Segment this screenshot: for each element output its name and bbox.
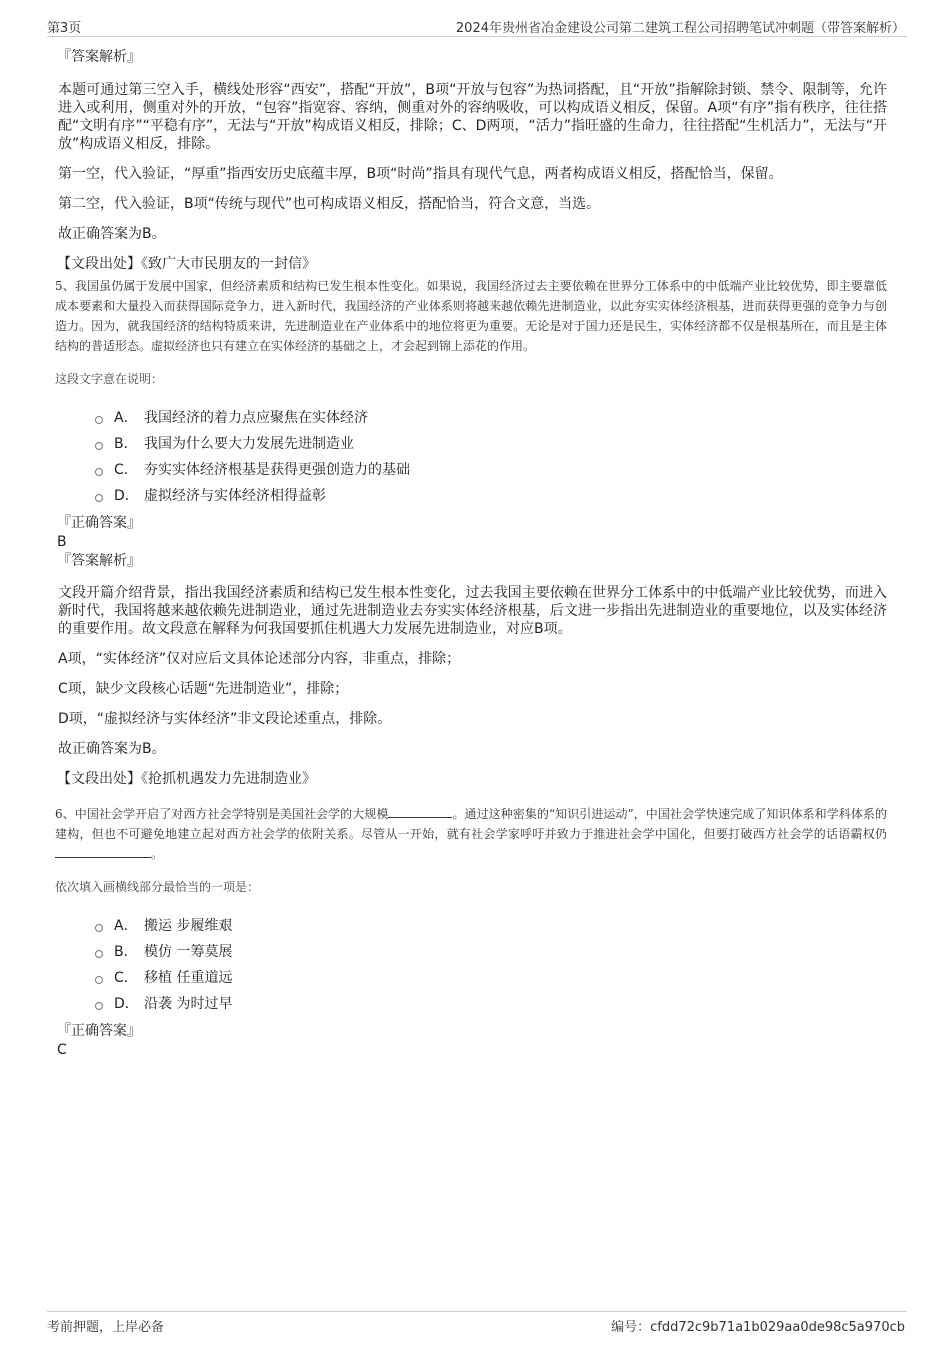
document-id: 编号：cfdd72c9b71a1b029aa0de98c5a970cb [611, 1320, 905, 1335]
page-content [55, 47, 887, 1060]
option-letter: A． [114, 918, 138, 934]
option-text: 我国为什么要大力发展先进制造业 [144, 436, 354, 452]
fill-blank [388, 805, 452, 818]
option-a[interactable] [95, 404, 887, 430]
option-text: 移植 任重道远 [144, 970, 233, 986]
correct-answer-value: B [57, 534, 67, 550]
option-text: 沿袭 为时过早 [144, 996, 233, 1012]
question-6-stem: 依次填入画横线部分最恰当的一项是： [55, 880, 260, 894]
fill-blank [55, 845, 151, 858]
question-6-options [95, 912, 887, 1016]
correct-answer-value: C [57, 1042, 67, 1058]
option-text: 虚拟经济与实体经济相得益彰 [144, 488, 326, 504]
option-a[interactable] [95, 912, 887, 938]
page-footer [47, 1311, 907, 1336]
option-text: 搬运 步履维艰 [144, 918, 233, 934]
page-number: 第3页 [47, 21, 82, 36]
option-letter: C． [114, 970, 138, 986]
option-letter: A． [114, 410, 138, 426]
question-5-text: 5、我国虽仍属于发展中国家，但经济素质和结构已发生根本性变化。如果说，我国经济过去主要依赖在世界分工体系中的中低端产业比较优势，即主要靠低成本要素和大量投入而获得国际竞争力，进入新时代，我国经济的产业体系则将越来越依赖先进制造业，以此夯实实体经济根基，进而获得更强的竞争力与创造力。因为，就我国经济的结构特质来讲，先进制造业在产业体系中的地位将更为重要。无论是对于国力还是民生，实体经济都不仅是根基所在，而且是主体结构的普适形态。虚拟经济也只有建立在实体经济的基础之上，才会起到锦上添花的作用。 [55, 279, 887, 353]
page-header [47, 14, 907, 37]
answer-analysis-label: 『答案解析』 [57, 49, 141, 65]
text-source: 【文段出处】《抢抓机遇发力先进制造业》 [57, 771, 316, 787]
analysis-paragraph: D项，“虚拟经济与实体经济”非文段论述重点，排除。 [58, 711, 392, 727]
option-letter: C． [114, 462, 138, 478]
radio-icon[interactable] [95, 494, 103, 502]
option-c[interactable] [95, 964, 887, 990]
radio-icon[interactable] [95, 924, 103, 932]
document-title: 2024年贵州省冶金建设公司第二建筑工程公司招聘笔试冲刺题（带答案解析） [455, 21, 905, 36]
option-text: 模仿 一筹莫展 [144, 944, 233, 960]
option-letter: D． [114, 996, 139, 1012]
option-d[interactable] [95, 482, 887, 508]
option-text: 夯实实体经济根基是获得更强创造力的基础 [144, 462, 410, 478]
analysis-paragraph: 故正确答案为B。 [58, 226, 166, 242]
radio-icon[interactable] [95, 442, 103, 450]
analysis-paragraph: 第一空，代入验证，“厚重”指西安历史底蕴丰厚，B项“时尚”指具有现代气息，两者构成语义相反，搭配恰当，保留。 [58, 166, 783, 182]
answer-analysis-label: 『答案解析』 [57, 553, 141, 569]
text-source: 【文段出处】《致广大市民朋友的一封信》 [57, 256, 316, 272]
radio-icon[interactable] [95, 950, 103, 958]
correct-answer-label: 『正确答案』 [57, 515, 141, 531]
question-5-options [95, 404, 887, 508]
radio-icon[interactable] [95, 1002, 103, 1010]
radio-icon[interactable] [95, 468, 103, 476]
analysis-paragraph: 文段开篇介绍背景，指出我国经济素质和结构已发生根本性变化，过去我国主要依赖在世界分工体系中的中低端产业比较优势，而进入新时代，我国将越来越依赖先进制造业，通过先进制造业去夯实实体经济根基，后文进一步指出先进制造业的重要地位，以及实体经济的重要作用。故文段意在解释为何我国要抓住机遇大力发展先进制造业，对应B项。 [58, 585, 887, 637]
radio-icon[interactable] [95, 976, 103, 984]
option-text: 我国经济的着力点应聚焦在实体经济 [144, 410, 368, 426]
option-b[interactable] [95, 430, 887, 456]
analysis-paragraph: A项，“实体经济”仅对应后文具体论述部分内容，非重点，排除； [58, 651, 461, 667]
analysis-paragraph: 本题可通过第三空入手，横线处形容“西安”，搭配“开放”，B项“开放与包容”为热词搭配，且“开放”指解除封锁、禁令、限制等，允许进入或利用，侧重对外的开放，“包容”指宽容、容纳，侧重对外的容纳吸收，可以构成语义相反，保留。A项“有序”指有秩序，往往搭配“文明有序”“平稳有序”，无法与“开放”构成语义相反，排除；C、D两项，“活力”指旺盛的生命力，往往搭配“生机活力”，无法与“开放”构成语义相反，排除。 [58, 82, 887, 152]
option-d[interactable] [95, 990, 887, 1016]
correct-answer-label: 『正确答案』 [57, 1023, 141, 1039]
option-letter: B． [114, 436, 138, 452]
option-letter: B． [114, 944, 138, 960]
option-b[interactable] [95, 938, 887, 964]
option-letter: D． [114, 488, 139, 504]
footer-slogan: 考前押题，上岸必备 [47, 1320, 165, 1335]
analysis-paragraph: 第二空，代入验证，B项“传统与现代”也可构成语义相反，搭配恰当，符合文意，当选。 [58, 196, 601, 212]
analysis-paragraph: C项，缺少文段核心话题“先进制造业”，排除； [58, 681, 349, 697]
question-5-stem: 这段文字意在说明： [55, 372, 164, 386]
analysis-paragraph: 故正确答案为B。 [58, 741, 166, 757]
question-6-text: 6、中国社会学开启了对西方社会学特别是美国社会学的大规模 。通过这种密集的“知识引进运动”，中国社会学快速完成了知识体系和学科体系的建构，但也不可避免地建立起对西方社会学的依附关系。尽管从一开始，就有社会学家呼吁并致力于推进社会学中国化，但要打破西方社会学的话语霸权仍。 [55, 807, 888, 861]
option-c[interactable] [95, 456, 887, 482]
radio-icon[interactable] [95, 416, 103, 424]
